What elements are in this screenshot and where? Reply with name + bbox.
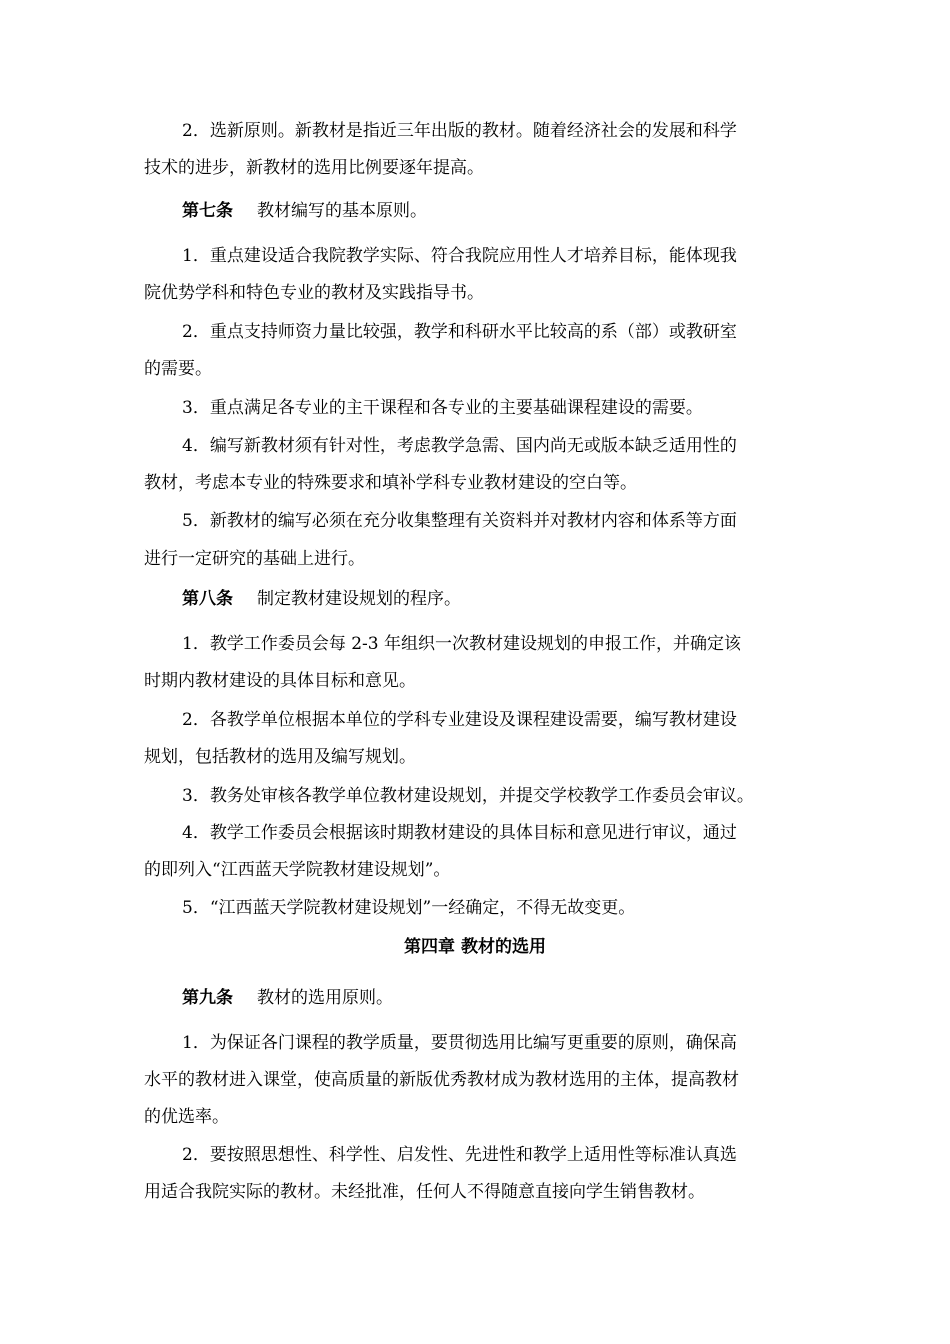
paragraph-line: 1．重点建设适合我院教学实际、符合我院应用性人才培养目标，能体现我 [182, 246, 737, 266]
article-title: 教材的选用原则。 [257, 988, 393, 1008]
paragraph-line: 的即列入“江西蓝天学院教材建设规划”。 [144, 860, 451, 880]
paragraph-line: 1．为保证各门课程的教学质量，要贯彻选用比编写更重要的原则，确保高 [182, 1033, 737, 1053]
article-label: 第九条 [182, 988, 233, 1008]
paragraph-line: 3．教务处审核各教学单位教材建设规划，并提交学校教学工作委员会审议。 [182, 786, 754, 806]
paragraph-line: 时期内教材建设的具体目标和意见。 [144, 671, 416, 691]
paragraph-line: 技术的进步，新教材的选用比例要逐年提高。 [144, 158, 484, 178]
paragraph-line: 2．要按照思想性、科学性、启发性、先进性和教学上适用性等标准认真选 [182, 1145, 737, 1165]
paragraph-line: 水平的教材进入课堂，使高质量的新版优秀教材成为教材选用的主体，提高教材 [144, 1070, 739, 1090]
paragraph-line: 5．“江西蓝天学院教材建设规划”一经确定，不得无故变更。 [182, 898, 636, 918]
paragraph-line: 3．重点满足各专业的主干课程和各专业的主要基础课程建设的需要。 [182, 398, 703, 418]
article-8-heading [182, 587, 461, 611]
paragraph-line: 2．各教学单位根据本单位的学科专业建设及课程建设需要，编写教材建设 [182, 710, 737, 730]
paragraph-line: 教材，考虑本专业的特殊要求和填补学科专业教材建设的空白等。 [144, 473, 637, 493]
paragraph-line: 的优选率。 [144, 1107, 229, 1127]
paragraph-line: 1．教学工作委员会每 2-3 年组织一次教材建设规划的申报工作，并确定该 [182, 634, 741, 654]
article-9-heading [182, 986, 393, 1010]
chapter-heading: 第四章 教材的选用 [404, 937, 546, 957]
article-title: 制定教材建设规划的程序。 [257, 589, 461, 609]
article-7-heading [182, 199, 427, 223]
paragraph-line: 5．新教材的编写必须在充分收集整理有关资料并对教材内容和体系等方面 [182, 511, 737, 531]
article-label: 第七条 [182, 201, 233, 221]
paragraph-line: 4．编写新教材须有针对性，考虑教学急需、国内尚无或版本缺乏适用性的 [182, 436, 737, 456]
paragraph-line: 2．重点支持师资力量比较强，教学和科研水平比较高的系（部）或教研室 [182, 322, 737, 342]
paragraph-line: 进行一定研究的基础上进行。 [144, 549, 365, 569]
article-title: 教材编写的基本原则。 [257, 201, 427, 221]
article-label: 第八条 [182, 589, 233, 609]
paragraph-line: 的需要。 [144, 359, 212, 379]
paragraph-line: 2．选新原则。新教材是指近三年出版的教材。随着经济社会的发展和科学 [182, 121, 737, 141]
paragraph-line: 4．教学工作委员会根据该时期教材建设的具体目标和意见进行审议，通过 [182, 823, 737, 843]
paragraph-line: 规划，包括教材的选用及编写规划。 [144, 747, 416, 767]
paragraph-line: 院优势学科和特色专业的教材及实践指导书。 [144, 283, 484, 303]
paragraph-line: 用适合我院实际的教材。未经批准，任何人不得随意直接向学生销售教材。 [144, 1182, 705, 1202]
